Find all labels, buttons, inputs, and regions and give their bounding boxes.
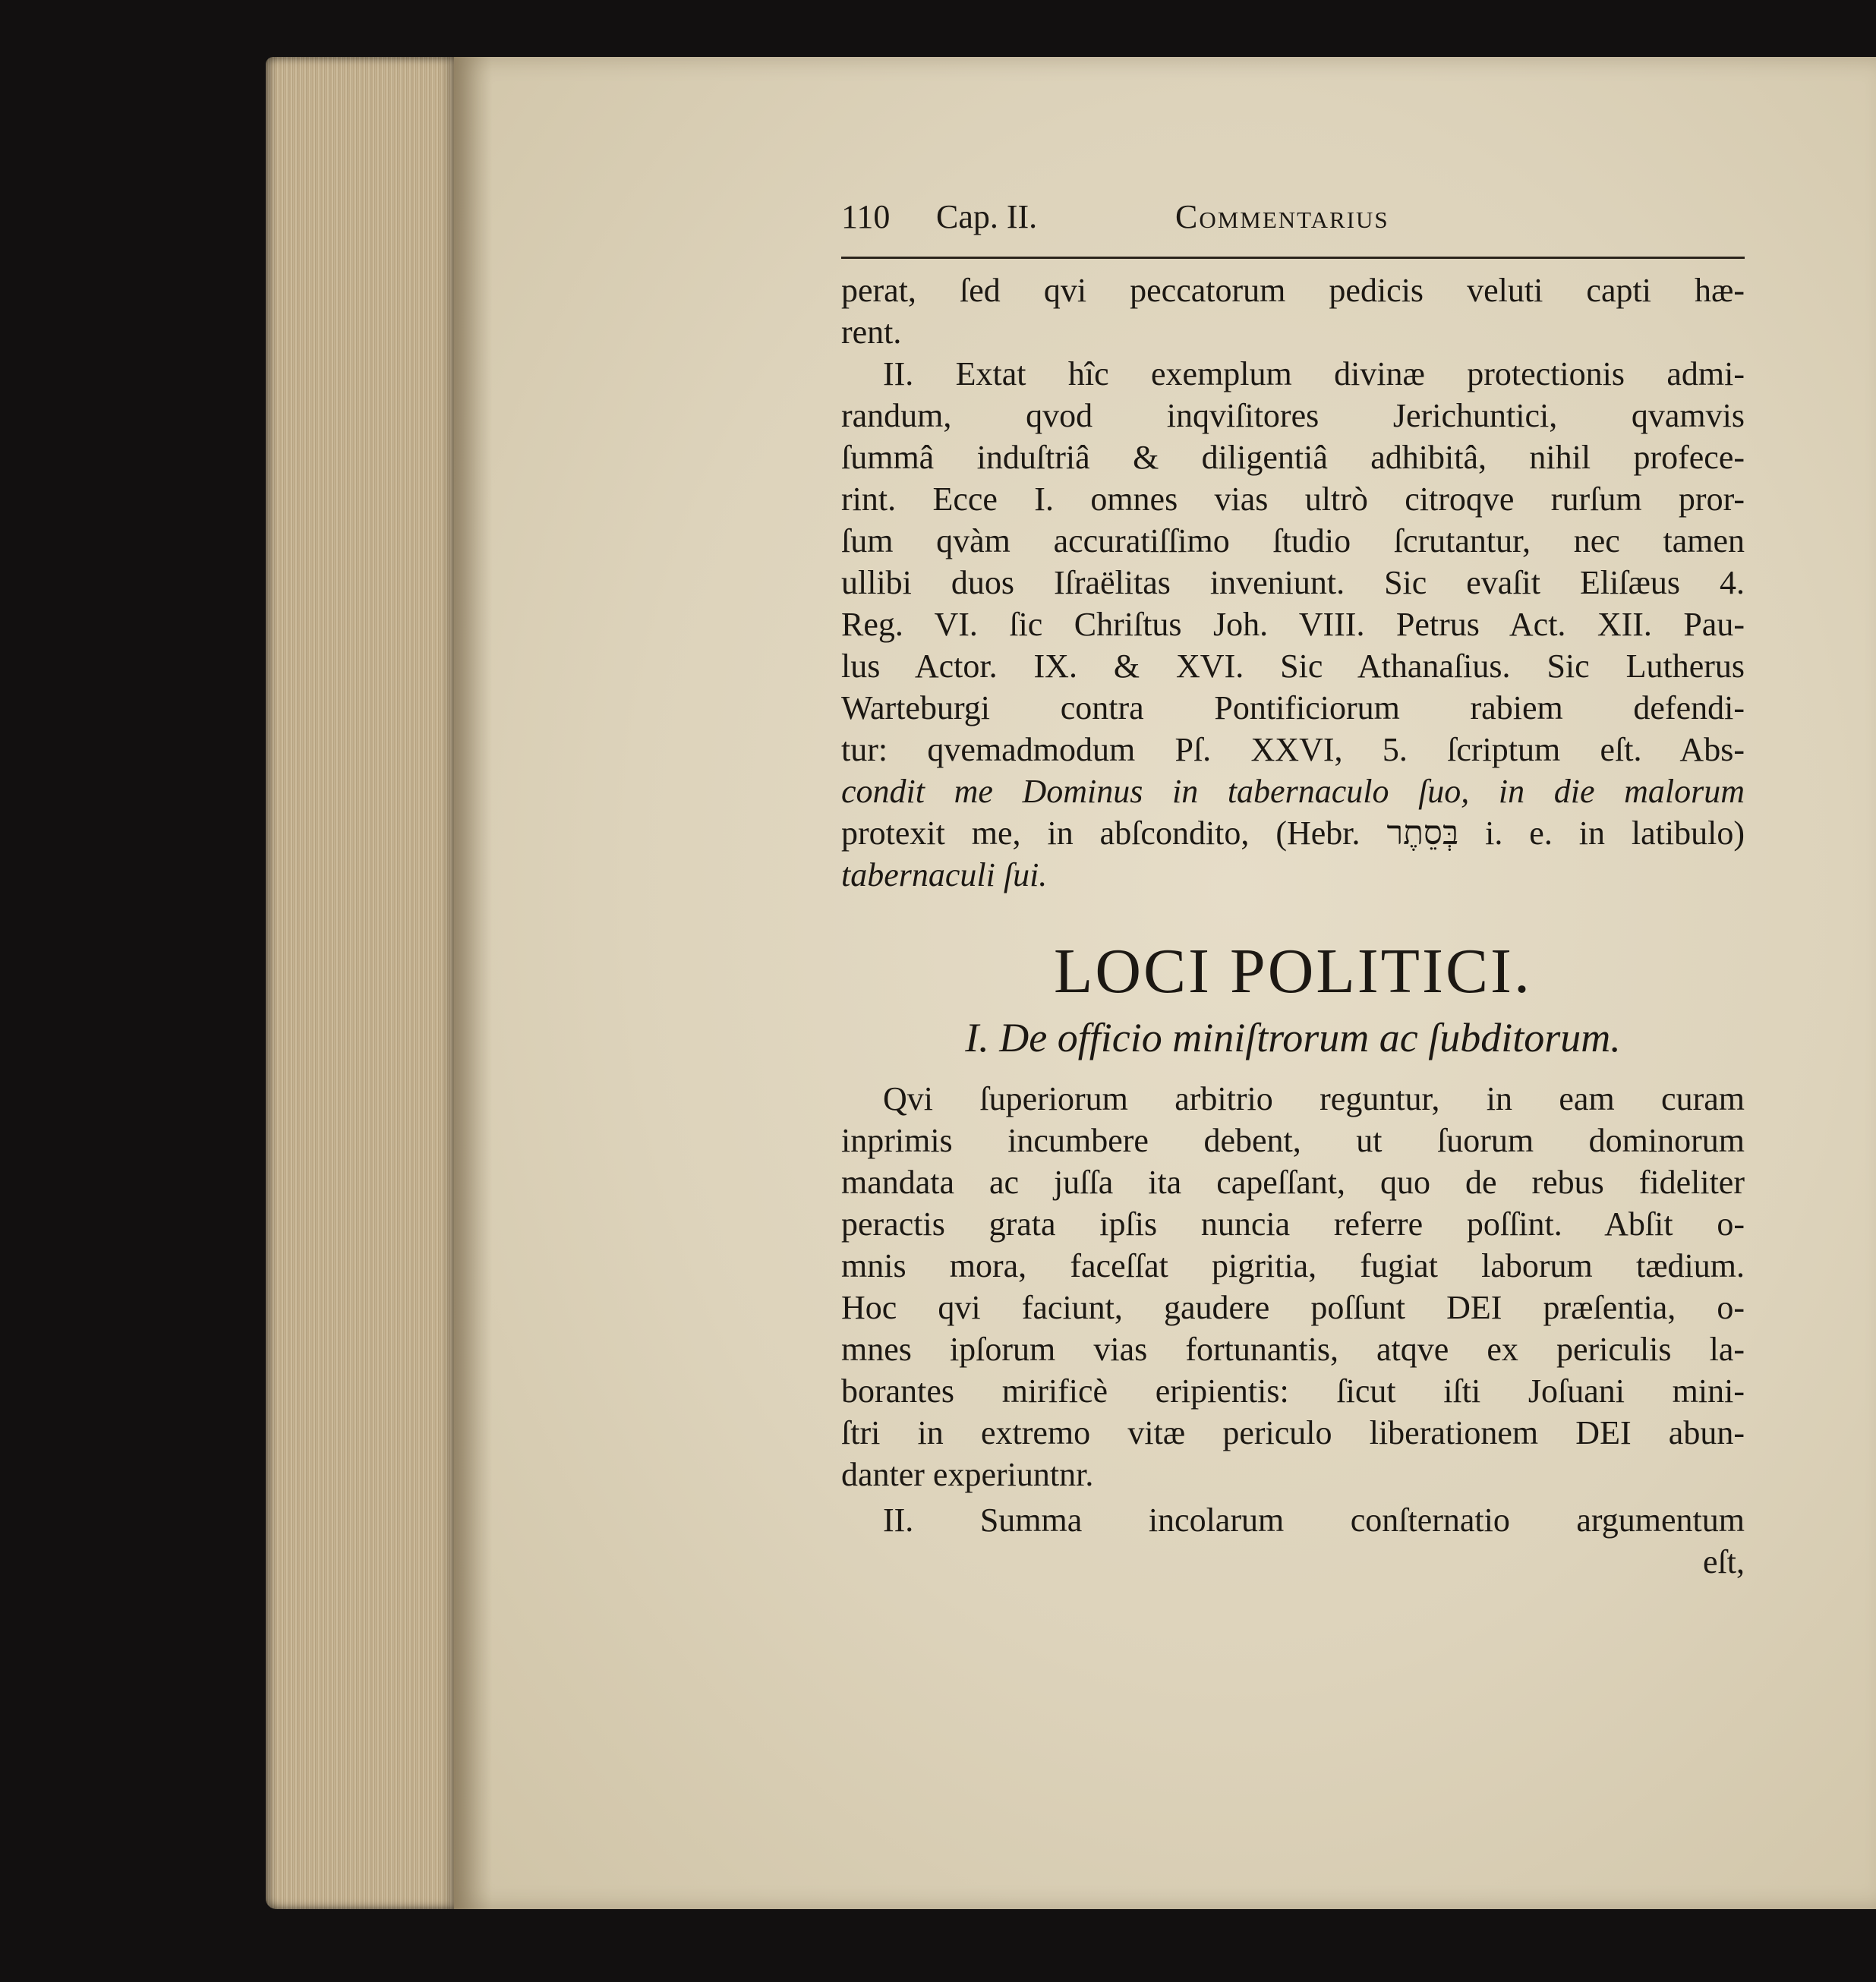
text-line: ullibi duos Iſraëlitas inveniunt. Sic evaſit Eliſæus 4. [841,564,1745,601]
text-line: Qvi ſuperiorum arbitrio reguntur, in eam curam [883,1080,1745,1117]
text-line: inprimis incumbere debent, ut ſuorum dominorum [841,1122,1745,1159]
text-line: Warteburgi contra Pontificiorum rabiem defendi- [841,689,1745,726]
header-rule [841,257,1745,259]
page-edges [266,57,456,1909]
text-line: ſtri in extremo vitæ periculo liberationem DEI abun- [841,1414,1745,1451]
text-line: II. Extat hîc exemplum divinæ protectionis admi- [883,355,1745,392]
gutter-shadow [454,57,492,1909]
chapter-label: Cap. II. [936,198,1038,235]
text-line: tabernaculi ſui. [841,856,1048,893]
text-line: mnis mora, faceſſat pigritia, fugiat laborum tædium. [841,1247,1745,1284]
text-line: Hoc qvi faciunt, gaudere poſſunt DEI præſentia, o- [841,1289,1745,1326]
text-line: mnes ipſorum vias fortunantis, atqve ex periculis la- [841,1331,1745,1368]
running-header [841,197,1745,251]
text-line: tur: qvemadmodum Pſ. XXVI, 5. ſcriptum eſt. Abs- [841,731,1745,768]
text-line: Reg. VI. ſic Chriſtus Joh. VIII. Petrus Act. XII. Pau- [841,606,1745,643]
text-line: perat, ſed qvi peccatorum pedicis veluti capti hæ- [841,272,1745,309]
catchword: eſt, [1703,1543,1745,1580]
section-heading: LOCI POLITICI. [1054,936,1532,1007]
text-line: protexit me, in abſcondito, (Hebr. בְּסֵתֶר i. e. in latibulo) [841,815,1745,852]
running-title: Commentarius [1175,198,1389,235]
text-line: mandata ac juſſa ita capeſſant, quo de rebus fideliter [841,1164,1745,1201]
text-line: danter experiuntnr. [841,1456,1094,1493]
text-line: condit me Dominus in tabernaculo ſuo, in die malorum [841,773,1745,810]
text-line: ſummâ induſtriâ & diligentiâ adhibitâ, nihil profece- [841,439,1745,476]
text-line: lus Actor. IX. & XVI. Sic Athanaſius. Sic Lutherus [841,648,1745,685]
page-number: 110 [841,198,891,235]
text-line: ſum qvàm accuratiſſimo ſtudio ſcrutantur, nec tamen [841,522,1745,559]
section-subheading: I. De officio miniſtrorum ac ſubditorum. [965,1015,1621,1060]
text-line: rent. [841,314,902,351]
text-line: II. Summa incolarum conſternatio argumentum [883,1501,1745,1539]
text-line: rint. Ecce I. omnes vias ultrò citroqve rurſum pror- [841,481,1745,518]
text-line: randum, qvod inqviſitores Jerichuntici, qvamvis [841,397,1745,434]
text-line: peractis grata ipſis nuncia referre poſſint. Abſit o- [841,1205,1745,1243]
text-line: borantes mirificè eripientis: ſicut iſti Joſuani mini- [841,1372,1745,1410]
